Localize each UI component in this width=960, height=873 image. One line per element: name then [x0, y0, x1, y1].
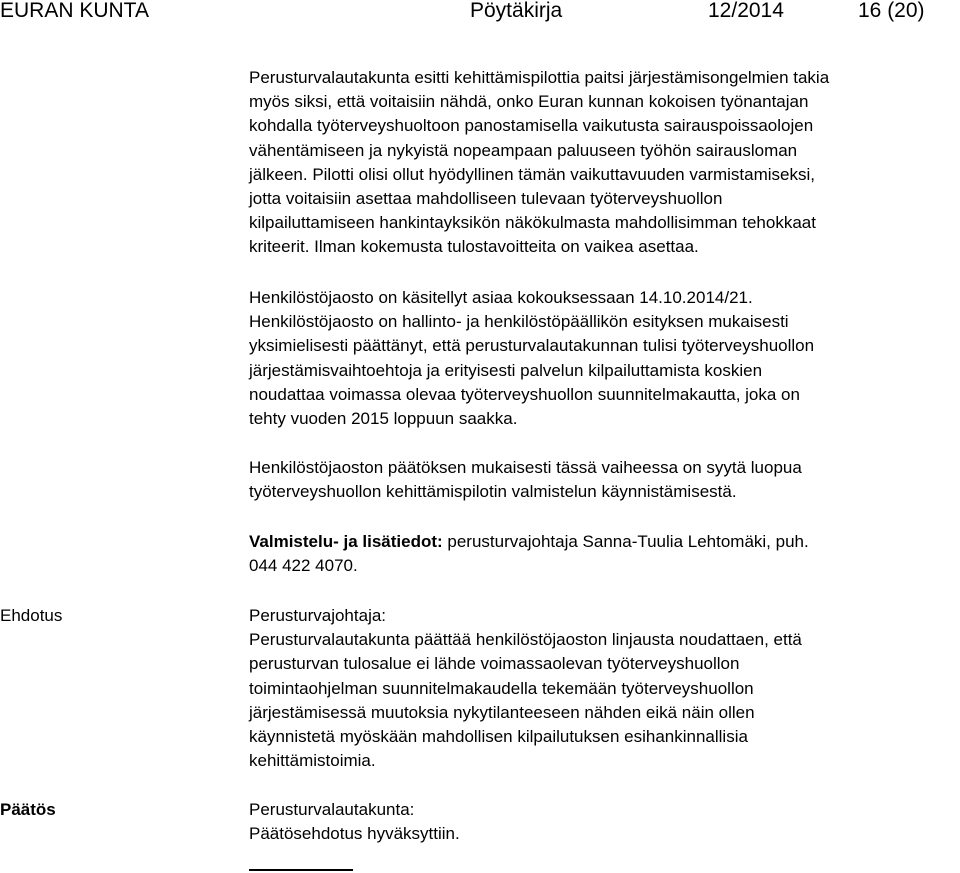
- text-line: myös siksi, että voitaisiin nähdä, onko Euran kunnan kokoisen työnantajan: [249, 92, 809, 112]
- text-line: Henkilöstöjaosto on käsitellyt asiaa kokouksessaan 14.10.2014/21.: [249, 288, 753, 307]
- text-line: kilpailuttamiseen hankintayksikön näkökulmasta mahdollisimman tehokkaat: [249, 213, 816, 233]
- text-line: yksimielisesti päättänyt, että perusturvalautakunnan tulisi työterveyshuollon: [249, 336, 815, 356]
- text-line: Henkilöstöjaosto on hallinto- ja henkilöstöpäällikön esityksen mukaisesti: [249, 312, 789, 332]
- proposal-author: Perusturvajohtaja:: [249, 606, 387, 625]
- text-line: työterveyshuollon kehittämispilotin valmistelun käynnistämisestä.: [249, 482, 737, 502]
- proposal-section-label: Ehdotus: [0, 606, 63, 625]
- text-line: jotta voitaisiin asettaa mahdolliseen tulevaan työterveyshuollon: [249, 189, 723, 209]
- organization-name: EURAN KUNTA: [0, 0, 149, 22]
- text-line: järjestämisvaihtoehtoja ja erityisesti palvelun kilpailuttamista koskien: [249, 360, 763, 380]
- document-number: 12/2014: [708, 0, 784, 22]
- text-line: Perusturvalautakunta esitti kehittämispilottia paitsi järjestämisongelmien takia: [249, 68, 830, 87]
- document-type: Pöytäkirja: [470, 0, 563, 22]
- decision-section: [249, 798, 954, 846]
- decision-body: Perusturvalautakunta:: [249, 800, 415, 819]
- paragraph-contact-info: [249, 530, 954, 578]
- text-line: toimintaohjelman suunnitelmakaudella tekemään työterveyshuollon: [249, 678, 754, 698]
- page-header: [0, 0, 960, 24]
- text-line: jälkeen. Pilotti olisi ollut hyödyllinen tämän vaikuttavuuden varmistamiseksi,: [249, 164, 815, 184]
- text-line: vähentämiseen ja nykyistä nopeampaan paluuseen työhön sairausloman: [249, 140, 798, 160]
- contact-label: Valmistelu- ja lisätiedot:: [249, 532, 443, 551]
- text-line: noudattaa voimassa olevaa työterveyshuollon suunnitelmakautta, joka on: [249, 384, 800, 404]
- text-line: perusturvan tulosalue ei lähde voimassaolevan työterveyshuollon: [249, 654, 740, 674]
- text-line: järjestämisessä muutoksia nykytilanteeseen nähden eikä näin ollen: [249, 702, 755, 722]
- signature-line: [249, 869, 353, 871]
- proposal-section: [249, 604, 954, 773]
- text-line: Perusturvalautakunta päättää henkilöstöjaoston linjausta noudattaen, että: [249, 630, 802, 650]
- text-line: tehty vuoden 2015 loppuun saakka.: [249, 409, 518, 429]
- contact-line: [249, 530, 954, 554]
- page-number: 16 (20): [858, 0, 925, 22]
- paragraph-pilot-background: [249, 66, 954, 260]
- text-line: käynnistetä myöskään mahdollisen kilpailutuksen esihankinnallisia: [249, 727, 748, 747]
- decision-section-label: Päätös: [0, 800, 56, 819]
- decision-text: Päätösehdotus hyväksyttiin.: [249, 824, 460, 844]
- contact-text: perusturvajohtaja Sanna-Tuulia Lehtomäki, puh.: [442, 532, 809, 551]
- paragraph-abandon-pilot: [249, 456, 954, 504]
- paragraph-personnel-section-decision: [249, 286, 954, 431]
- text-line: kehittämistoimia.: [249, 751, 376, 771]
- contact-phone: 044 422 4070.: [249, 556, 358, 576]
- text-line: kriteerit. Ilman kokemusta tulostavoitteita on vaikea asettaa.: [249, 237, 699, 257]
- text-line: Henkilöstöjaoston päätöksen mukaisesti tässä vaiheessa on syytä luopua: [249, 458, 802, 477]
- text-line: kohdalla työterveyshuoltoon panostamisella vaikutusta sairauspoissaolojen: [249, 116, 814, 136]
